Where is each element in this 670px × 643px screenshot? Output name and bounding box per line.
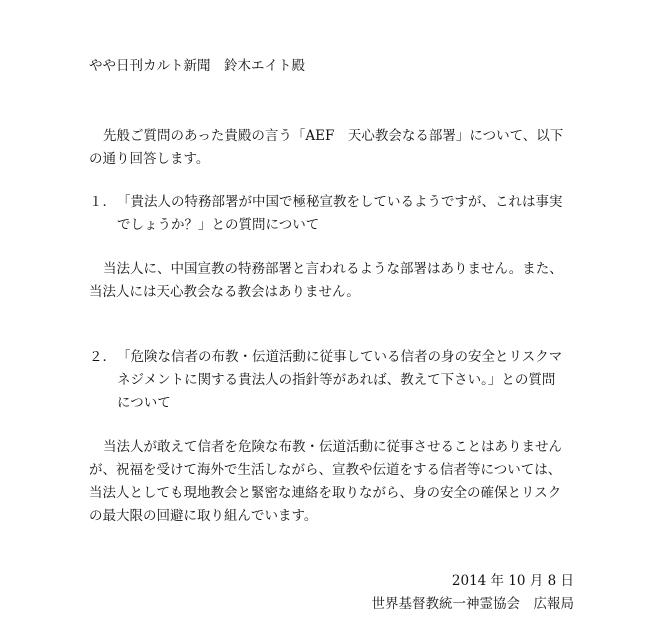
question-2-line-3: について [117,395,171,411]
addressee: やや日刊カルト新聞 鈴木エイト殿 [89,58,305,74]
answer-2-line-3: 当法人としても現地教会と緊密な連絡を取りながら、身の安全の確保とリスク [89,485,562,501]
question-1-line-1: 「貴法人の特務部署が中国で極秘宣教をしているようですが、これは事実 [117,194,563,210]
question-1-line-2: でしょうか？」との質問について [117,217,320,233]
question-2-line-1: 「危険な信者の布教・伝道活動に従事している信者の身の安全とリスクマ [117,349,563,365]
answer-2-line-1: 当法人が敢えて信者を危険な布教・伝道活動に従事させることはありません [103,439,562,455]
intro-line-2: の通り回答します。 [89,151,210,167]
answer-1-line-1: 当法人に、中国宣教の特務部署と言われるような部署はありません。また、 [103,261,563,277]
question-2-number: ２． [89,349,116,365]
letter-date: 2014 年 10 月 8 日 [451,573,574,589]
answer-2-line-4: の最大限の回避に取り組んでいます。 [89,508,318,524]
signature: 世界基督教統一神霊協会 広報局 [371,596,574,612]
intro-line-1: 先般ご質問のあった貴殿の言う「AEF 天心教会なる部署」について、以下 [103,128,564,144]
answer-1-line-2: 当法人には天心教会なる教会はありません。 [89,284,360,300]
answer-2-line-2: が、祝福を受けて海外で生活しながら、宣教や伝道をする信者等については、 [89,462,562,478]
question-2-line-2: ネジメントに関する貴法人の指針等があれば、教えて下さい。」との質問 [117,372,556,388]
question-1-number: １． [89,194,116,210]
